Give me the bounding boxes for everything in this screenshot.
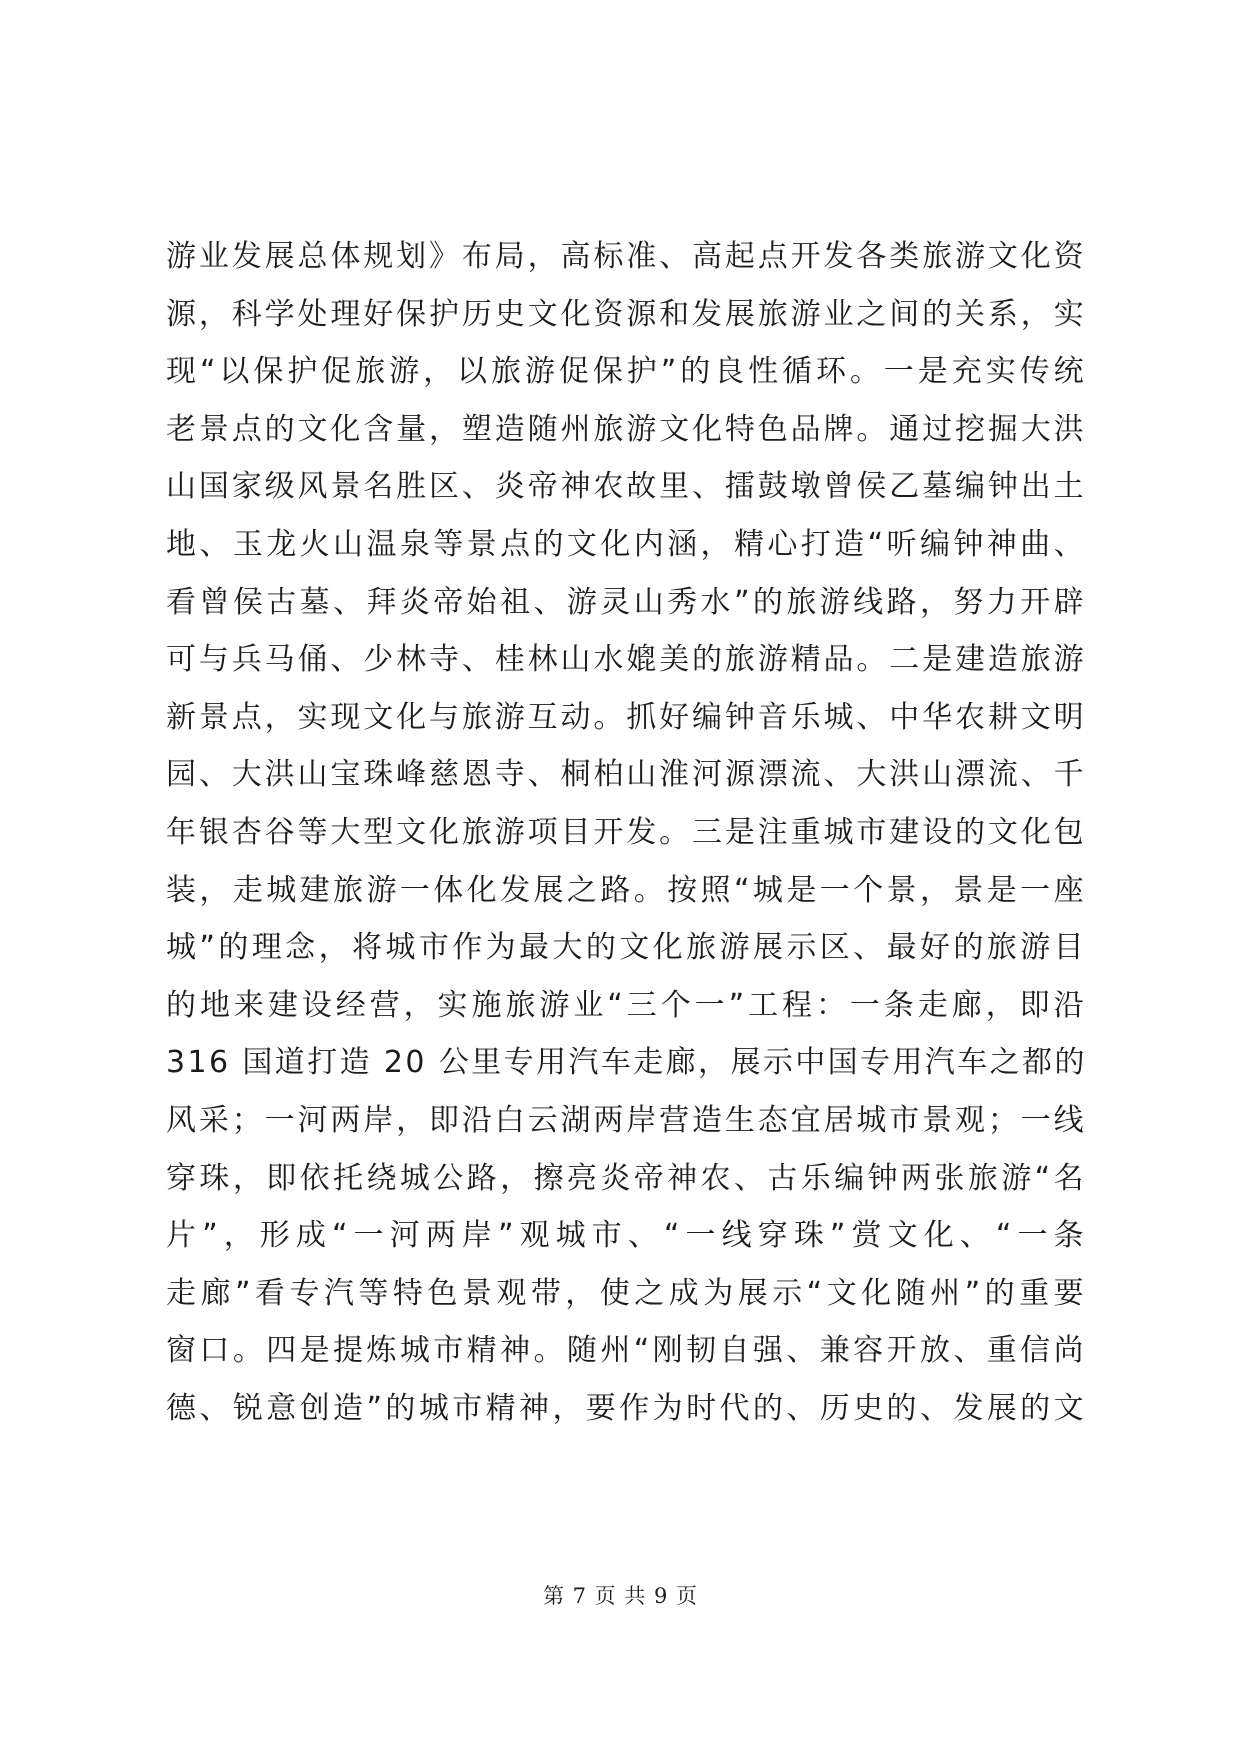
- text-line: 的地来建设经营，实施旅游业“三个一”工程：一条走廊，即沿: [166, 987, 1086, 1023]
- text-line: 现“以保护促旅游，以旅游促保护”的良性循环。一是充实传统: [166, 354, 1086, 390]
- text-line: 片”，形成“一河两岸”观城市、“一线穿珠”赏文化、“一条: [166, 1218, 1086, 1254]
- text-line: 地、玉龙火山温泉等景点的文化内涵，精心打造“听编钟神曲、: [166, 526, 1086, 562]
- text-line: 可与兵马俑、少林寺、桂林山水媲美的旅游精品。二是建造旅游: [166, 642, 1086, 678]
- text-line: 年银杏谷等大型文化旅游项目开发。三是注重城市建设的文化包: [166, 814, 1086, 850]
- text-line: 源，科学处理好保护历史文化资源和发展旅游业之间的关系，实: [166, 296, 1086, 332]
- body-text: [166, 228, 1086, 1437]
- text-line: 穿珠，即依托绕城公路，擦亮炎帝神农、古乐编钟两张旅游“名: [166, 1160, 1086, 1196]
- page-number-footer: 第 7 页 共 9 页: [542, 1584, 699, 1608]
- text-line: 316 国道打造 20 公里专用汽车走廊，展示中国专用汽车之都的: [166, 1045, 1087, 1081]
- text-line: 走廊”看专汽等特色景观带，使之成为展示“文化随州”的重要: [166, 1275, 1086, 1311]
- text-line: 窗口。四是提炼城市精神。随州“刚韧自强、兼容开放、重信尚: [166, 1333, 1086, 1369]
- text-line: 风采；一河两岸，即沿白云湖两岸营造生态宜居城市景观；一线: [166, 1102, 1086, 1138]
- text-line: 看曾侯古墓、拜炎帝始祖、游灵山秀水”的旅游线路，努力开辟: [166, 584, 1086, 620]
- text-line: 城”的理念，将城市作为最大的文化旅游展示区、最好的旅游目: [166, 930, 1086, 966]
- text-line: 新景点，实现文化与旅游互动。抓好编钟音乐城、中华农耕文明: [166, 699, 1086, 735]
- text-line: 装，走城建旅游一体化发展之路。按照“城是一个景，景是一座: [166, 872, 1086, 908]
- text-line: 德、锐意创造”的城市精神，要作为时代的、历史的、发展的文: [166, 1390, 1086, 1426]
- text-line: 游业发展总体规划》布局，高标准、高起点开发各类旅游文化资: [166, 239, 1086, 274]
- text-line: 老景点的文化含量，塑造随州旅游文化特色品牌。通过挖掘大洪: [166, 411, 1086, 447]
- text-line: 园、大洪山宝珠峰慈恩寺、桐柏山淮河源漂流、大洪山漂流、千: [166, 757, 1086, 793]
- text-line: 山国家级风景名胜区、炎帝神农故里、擂鼓墩曾侯乙墓编钟出土: [166, 469, 1086, 505]
